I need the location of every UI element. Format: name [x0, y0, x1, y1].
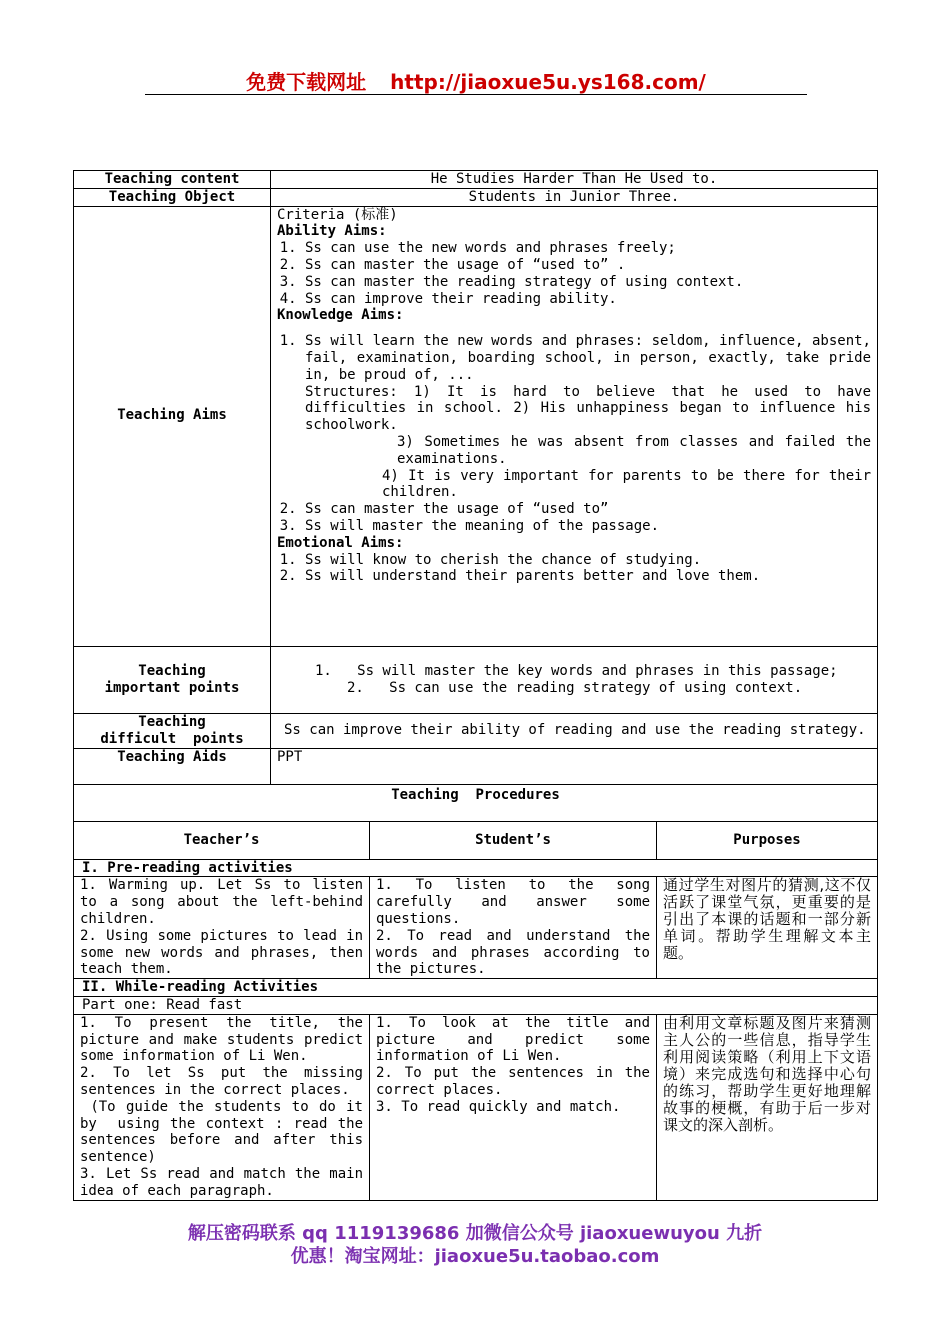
- teaching-content-label: Teaching content: [74, 171, 271, 189]
- important-point-1: 1. Ss will master the key words and phrases in this passage;: [315, 662, 838, 679]
- knowledge-aim-2: 2. Ss can master the usage of “used to”: [305, 501, 871, 518]
- teaching-aids-value: PPT: [271, 748, 878, 784]
- emotional-aim-2: 2. Ss will understand their parents better and love them.: [305, 568, 871, 585]
- section-1-purpose: 通过学生对图片的猜测,这不仅活跃了课堂气氛，更重要的是引出了本课的话题和一部分新单词。帮助学生理解文本主题。: [657, 877, 878, 979]
- lesson-plan-table: [73, 170, 878, 1201]
- page-header: [145, 66, 807, 95]
- row-section-2-part: [74, 996, 878, 1014]
- knowledge-aims-list-1: [277, 333, 871, 383]
- teaching-aims-content: [271, 206, 878, 646]
- row-difficult-points: [74, 713, 878, 748]
- row-important-points: [74, 646, 878, 713]
- section-1-title: I. Pre-reading activities: [74, 859, 878, 877]
- ability-aim-4: 4. Ss can improve their reading ability.: [305, 291, 871, 308]
- row-procedures-title: [74, 784, 878, 821]
- knowledge-aim-3: 3. Ss will master the meaning of the passage.: [305, 518, 871, 535]
- ability-aims-list: [277, 240, 871, 307]
- structures-1-2: Structures: 1) It is hard to believe that he used to have difficulties in school. 2) His unhappiness began to influence his schoolwork.: [305, 383, 871, 434]
- footer-line-2: 优惠！淘宝网址：jiaoxue5u.taobao.com: [290, 1246, 660, 1267]
- section-2-teacher: 1. To present the title, the picture and make students predict some information of Li Wen. 2. To let Ss put the missing sentences in the correct places. (To guide the students to do it by using the context : read the sentences before and after this sentence) 3. Let Ss read and match the main idea of each paragraph.: [74, 1014, 370, 1200]
- teaching-content-value: He Studies Harder Than He Used to.: [271, 171, 878, 189]
- knowledge-aims-list-2: [277, 501, 871, 535]
- difficult-label-line-1: Teaching: [138, 713, 206, 730]
- important-label-line-2: important points: [104, 679, 240, 696]
- ability-aim-3: 3. Ss can master the reading strategy of using context.: [305, 274, 871, 291]
- important-point-2: 2. Ss can use the reading strategy of using context.: [347, 679, 803, 696]
- structures-4: 4) It is very important for parents to be there for their children.: [382, 467, 871, 501]
- header-divider: [145, 94, 807, 95]
- row-teaching-aims: [74, 206, 878, 646]
- difficult-label-line-2: difficult points: [100, 730, 244, 747]
- teaching-aids-label: Teaching Aids: [74, 748, 271, 784]
- row-procedures-header: [74, 821, 878, 859]
- ability-aims-title: Ability Aims:: [277, 223, 387, 240]
- section-2-title: II. While-reading Activities: [74, 979, 878, 997]
- teachers-column-header: Teacher’s: [74, 821, 370, 859]
- teaching-object-label: Teaching Object: [74, 188, 271, 206]
- row-teaching-object: [74, 188, 878, 206]
- emotional-aim-1: 1. Ss will know to cherish the chance of studying.: [305, 552, 871, 569]
- section-2-purpose: 由利用文章标题及图片来猜测主人公的一些信息，指导学生利用阅读策略（利用上下文语境）来完成选句和选择中心句的练习，帮助学生更好地理解故事的梗概，有助于后一步对课文的深入剖析。: [657, 1014, 878, 1200]
- row-teaching-aids: [74, 748, 878, 784]
- row-section-2: [74, 1014, 878, 1200]
- row-section-2-title: [74, 979, 878, 997]
- ability-aim-2: 2. Ss can master the usage of “used to” .: [305, 257, 871, 274]
- row-section-1-title: [74, 859, 878, 877]
- footer-line-1: 解压密码联系 qq 1119139686 加微信公众号 jiaoxuewuyou 九折: [187, 1223, 763, 1244]
- difficult-points-content: Ss can improve their ability of reading and use the reading strategy.: [271, 713, 878, 748]
- purposes-column-header: Purposes: [657, 821, 878, 859]
- header-site-name: 免费下载网址: [246, 70, 367, 94]
- difficult-points-label: [74, 713, 271, 748]
- section-1-teacher: 1. Warming up. Let Ss to listen to a song about the left-behind children. 2. Using some pictures to lead in some new words and phrases, then teach them.: [74, 877, 370, 979]
- section-2-part-title: Part one: Read fast: [74, 996, 878, 1014]
- structures-3: 3) Sometimes he was absent from classes and failed the examinations.: [397, 433, 871, 467]
- important-points-label: [74, 646, 271, 713]
- header-url-link[interactable]: http://jiaoxue5u.ys168.com/: [390, 70, 706, 94]
- ability-aim-1: 1. Ss can use the new words and phrases freely;: [305, 240, 871, 257]
- procedures-title: Teaching Procedures: [74, 784, 878, 821]
- row-teaching-content: [74, 171, 878, 189]
- criteria-line: Criteria (标准): [277, 206, 398, 223]
- important-label-line-1: Teaching: [138, 662, 206, 679]
- row-section-1: [74, 877, 878, 979]
- students-column-header: Student’s: [370, 821, 657, 859]
- knowledge-aims-title: Knowledge Aims:: [277, 307, 404, 324]
- knowledge-aim-1: 1. Ss will learn the new words and phrases: seldom, influence, absent, fail, examination, boarding school, in person, exactly, take pride in, be proud of, ...: [305, 333, 871, 383]
- section-1-student: 1. To listen to the song carefully and answer some questions. 2. To read and understand the words and phrases according to the pictures.: [370, 877, 657, 979]
- section-2-student: 1. To look at the title and picture and predict some information of Li Wen. 2. To put the sentences in the correct places. 3. To read quickly and match.: [370, 1014, 657, 1200]
- teaching-aims-label-text: Teaching Aims: [117, 406, 227, 423]
- emotional-aims-list: [277, 552, 871, 586]
- teaching-aims-label: [74, 206, 271, 646]
- teaching-object-value: Students in Junior Three.: [271, 188, 878, 206]
- important-points-content: [271, 646, 878, 713]
- emotional-aims-title: Emotional Aims:: [277, 534, 404, 551]
